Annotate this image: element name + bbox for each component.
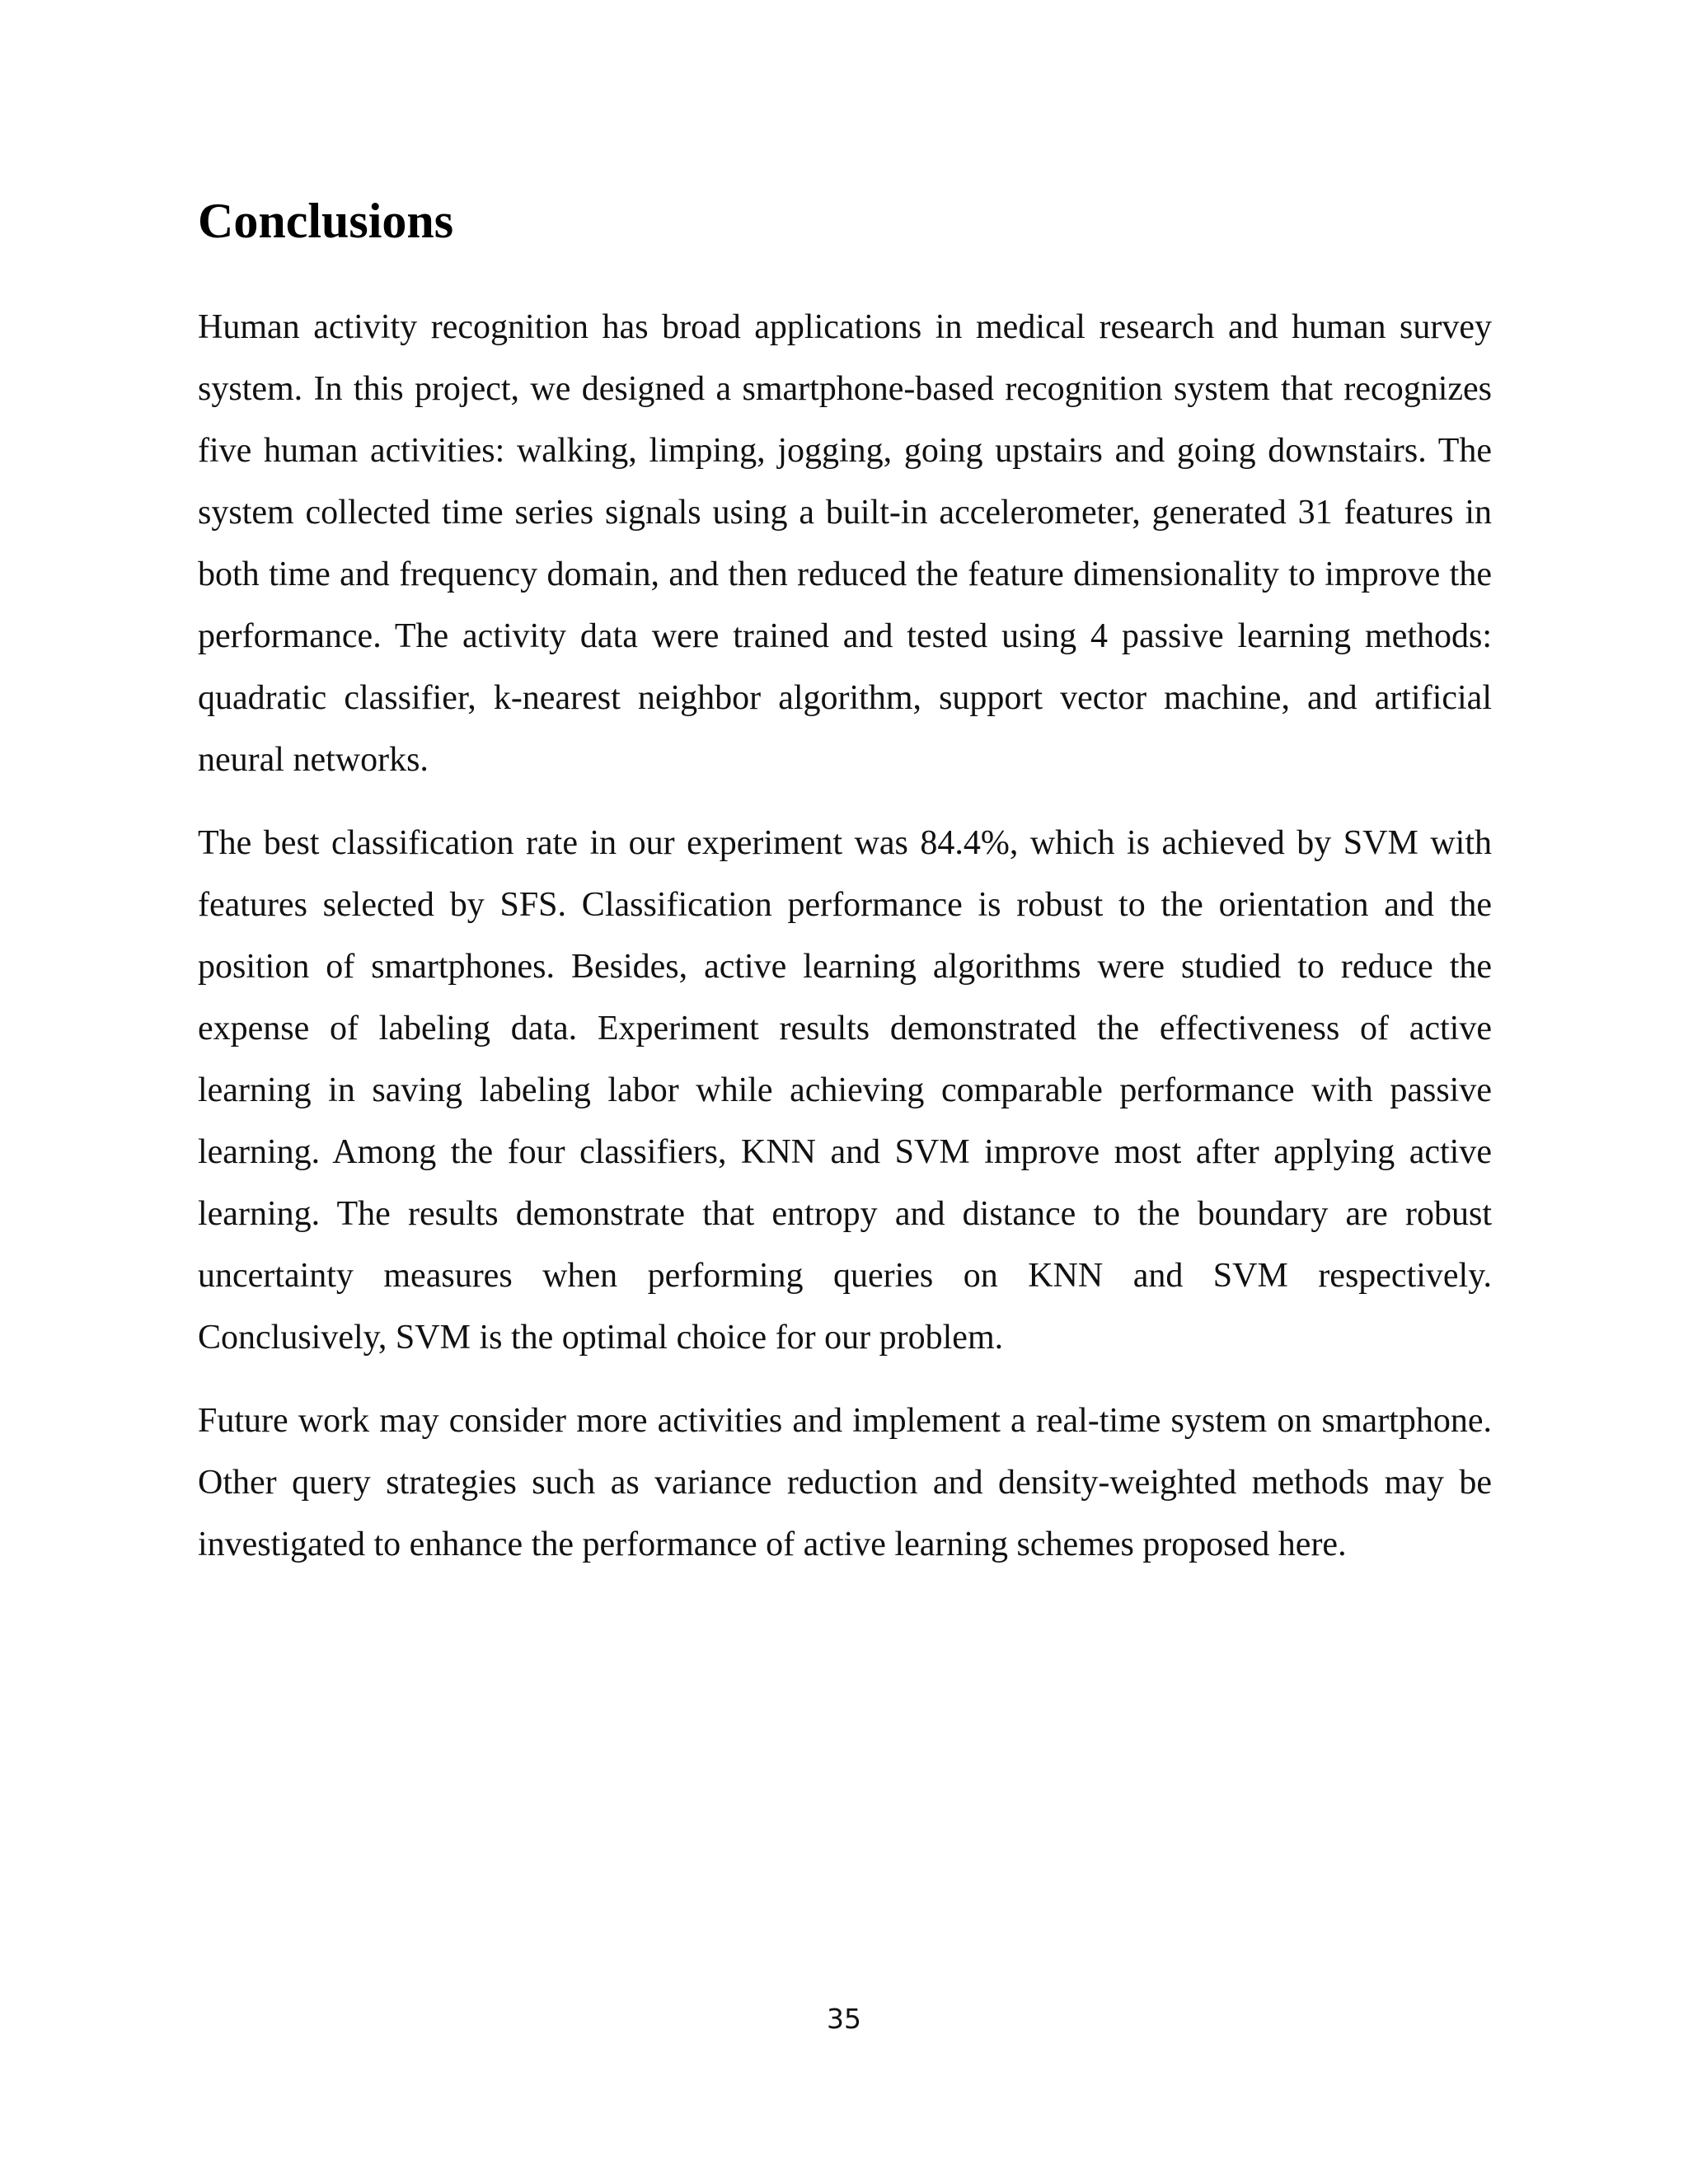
paragraph-results: The best classification rate in our experiment was 84.4%, which is achieved by SVM with features selected by SFS. Classification performance is robust to the orientation and the position of smartphones. Besides, active learning algorithms were studied to reduce the expense of labeling data. Experiment results demonstrated the effectiveness of active learning in saving labeling labor while achieving comparable performance with passive learning. Among the four classifiers, KNN and SVM improve most after applying active learning. The results demonstrate that entropy and distance to the boundary are robust uncertainty measures when performing queries on KNN and SVM respectively. Conclusively, SVM is the optimal choice for our problem. bbox=[198, 824, 1492, 1357]
page-number: 35 bbox=[827, 2003, 861, 2035]
section-body bbox=[198, 297, 1492, 1597]
paragraph-summary: Human activity recognition has broad applications in medical research and human survey system. In this project, we designed a smartphone-based recognition system that recognizes five human activities: walking, limping, jogging, going upstairs and going downstairs. The system collected time series signals using a built-in accelerometer, generated 31 features in both time and frequency domain, and then reduced the feature dimensionality to improve the performance. The activity data were trained and tested using 4 passive learning methods: quadratic classifier, k-nearest neighbor algorithm, support vector machine, and artificial neural networks. bbox=[198, 308, 1492, 779]
section-heading: Conclusions bbox=[198, 194, 454, 248]
paragraph-future-work: Future work may consider more activities and implement a real-time system on smartphone. Other query strategies such as variance reduction and density-weighted methods may be investigated to enhance the performance of active learning schemes proposed here. bbox=[198, 1402, 1492, 1563]
